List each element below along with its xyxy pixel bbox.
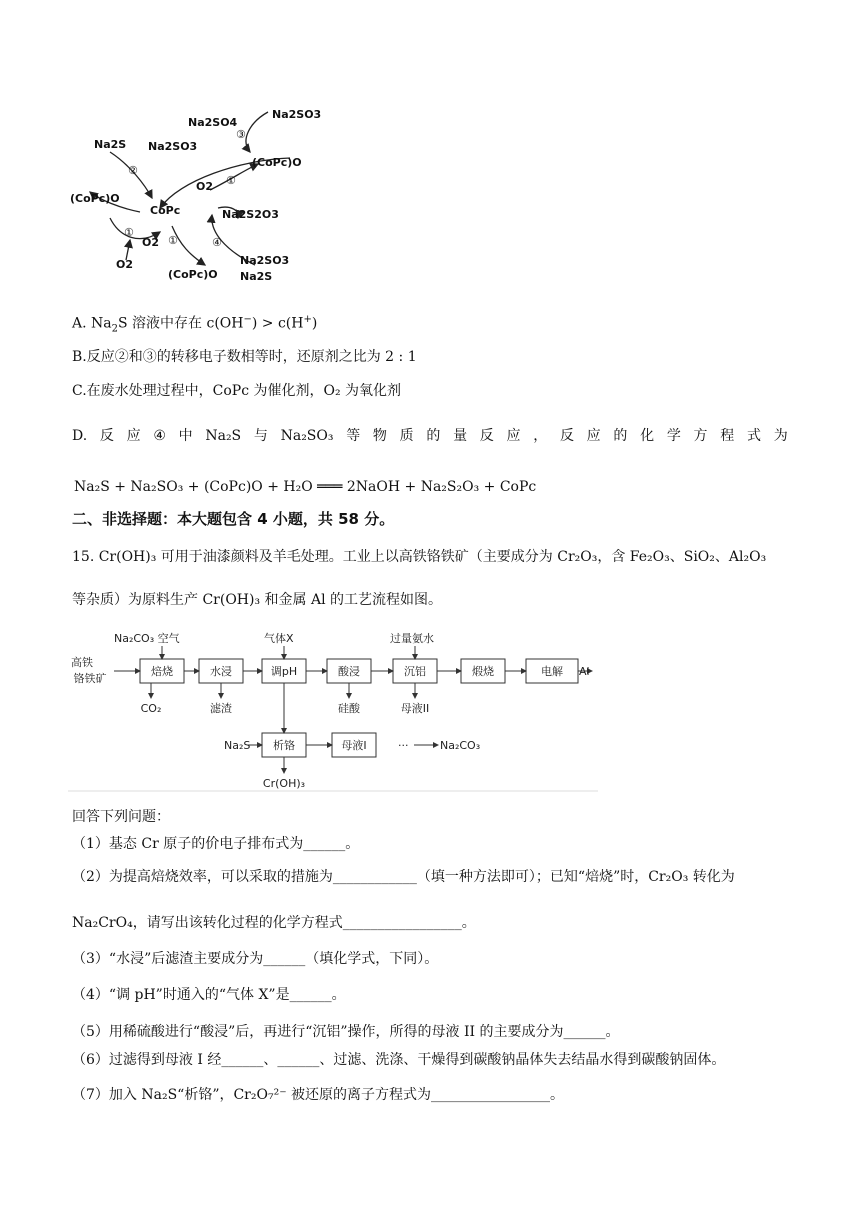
question-4: （4）“调 pH”时通入的“气体 X”是______。 bbox=[72, 987, 346, 1003]
flow-box-mother1: 母液I bbox=[341, 739, 367, 752]
flow-product: Al bbox=[579, 665, 590, 678]
label-na2so4: Na2SO4 bbox=[188, 116, 238, 129]
option-d-word: 反 bbox=[99, 428, 114, 444]
flow-box-label-5: 煅烧 bbox=[472, 665, 494, 678]
flow-box-label-0: 焙烧 bbox=[151, 665, 173, 678]
option-a-prefix: A. Na bbox=[72, 315, 112, 332]
flow-box-label-3: 酸浸 bbox=[338, 665, 360, 678]
option-b: B.反应②和③的转移电子数相等时，还原剂之比为 2 : 1 bbox=[72, 349, 417, 365]
arrow-o2-bottom-path bbox=[126, 240, 130, 260]
option-d-word: ， bbox=[533, 428, 548, 444]
step-1-mark-left: ① bbox=[124, 226, 134, 239]
questions-intro: 回答下列问题： bbox=[72, 809, 170, 825]
flow-box-label-6: 电解 bbox=[541, 665, 563, 678]
option-d-word: 为 bbox=[773, 428, 788, 444]
option-d-word: 反 bbox=[559, 428, 574, 444]
option-d-word: 应 bbox=[586, 428, 601, 444]
arrow-3-path bbox=[246, 112, 268, 152]
flow-out-silicic: 硅酸 bbox=[338, 702, 360, 715]
option-a-end: ) > c(H bbox=[251, 315, 304, 332]
option-c: C.在废水处理过程中，CoPc 为催化剂，O₂ 为氧化剂 bbox=[72, 383, 402, 399]
flow-croh3-out: Cr(OH)₃ bbox=[262, 777, 306, 790]
label-na2s-left: Na2S bbox=[94, 138, 127, 151]
label-na2so3-left: Na2SO3 bbox=[148, 140, 198, 153]
label-copco-left: (CoPc)O bbox=[70, 192, 120, 205]
flow-box-label-4: 沉铝 bbox=[404, 665, 426, 678]
option-a-close: ) bbox=[311, 315, 318, 332]
flow-box-label-1: 水浸 bbox=[210, 665, 232, 678]
flow-box-label-2: 调pH bbox=[270, 665, 298, 678]
option-d-word: 物 bbox=[372, 428, 387, 444]
flow-out-mother2: 母液II bbox=[400, 702, 430, 715]
flow-out-residue: 滤渣 bbox=[210, 702, 232, 715]
question-1: （1）基态 Cr 原子的价电子排布式为______。 bbox=[72, 836, 360, 852]
option-d-word: 质 bbox=[399, 428, 414, 444]
label-copc: CoPc bbox=[150, 204, 181, 217]
question-3: （3）“水浸”后滤渣主要成分为______（填化学式，下同）。 bbox=[72, 951, 439, 967]
label-copco-right: (CoPc)O bbox=[252, 156, 302, 169]
catalytic-cycle-diagram bbox=[60, 100, 340, 290]
process-flow-diagram bbox=[68, 628, 598, 793]
label-copco-bottom: (CoPc)O bbox=[168, 268, 218, 281]
option-d-word: 等 bbox=[346, 428, 361, 444]
label-na2so3-top: Na2SO3 bbox=[272, 108, 322, 121]
flow-na2co3-out: Na₂CO₃ bbox=[440, 739, 481, 752]
question-6: （6）过滤得到母液 I 经______、______、过滤、洗涤、干燥得到碳酸钠晶体失去结晶水得到碳酸钠固体。 bbox=[72, 1052, 726, 1068]
q15-stem-line1: 15. Cr(OH)₃ 可用于油漆颜料及羊毛处理。工业上以高铁铬铁矿（主要成分为 Cr₂O₃，含 Fe₂O₃、SiO₂、Al₂O₃ bbox=[72, 549, 767, 565]
question-5: （5）用稀硫酸进行“酸浸”后，再进行“沉铝”操作，所得的母液 II 的主要成分为______。 bbox=[72, 1024, 620, 1040]
step-1-mark-upper: ① bbox=[226, 174, 236, 187]
question-7: （7）加入 Na₂S“析铬”，Cr₂O₇²⁻ 被还原的离子方程式为_________________。 bbox=[72, 1087, 565, 1103]
flow-out-co2: CO₂ bbox=[140, 702, 162, 715]
step-4-mark: ④ bbox=[212, 236, 222, 249]
step-1-mark-lower: ① bbox=[168, 234, 178, 247]
label-na2s2o3: Na2S2O3 bbox=[222, 208, 279, 221]
label-o2-mid-right: O2 bbox=[196, 180, 214, 193]
option-d-word: ④ bbox=[153, 428, 166, 444]
step-3-mark: ③ bbox=[236, 128, 246, 141]
option-d-word: 中 bbox=[178, 428, 193, 444]
label-o2-bottom: O2 bbox=[116, 258, 134, 271]
option-d-word: 量 bbox=[453, 428, 468, 444]
option-d-word: 反 bbox=[479, 428, 494, 444]
question-2-line1: （2）为提高焙烧效率，可以采取的措施为____________（填一种方法即可）；已知“焙烧”时，Cr₂O₃ 转化为 bbox=[72, 869, 735, 885]
flow-inputs-1: Na₂CO₃ 空气 bbox=[114, 632, 180, 645]
flow-dots: ··· bbox=[398, 739, 409, 752]
option-d-word: 学 bbox=[666, 428, 681, 444]
flow-box-crystal: 析铬 bbox=[273, 739, 295, 752]
flow-raw-bottom: 铬铁矿 bbox=[73, 672, 107, 685]
flow-input-gas: 气体X bbox=[264, 632, 294, 645]
label-na2so3-bottom: Na2SO3 bbox=[240, 254, 290, 267]
option-d-word: 化 bbox=[640, 428, 655, 444]
option-d-word: 与 bbox=[253, 428, 268, 444]
flow-raw-top: 高铁 bbox=[71, 656, 93, 669]
option-d-word: 应 bbox=[126, 428, 141, 444]
step-2-mark: ② bbox=[128, 164, 138, 177]
option-a: A. $Na_2S$ 溶液中存在 c(OH−) > c(H+) bbox=[72, 314, 318, 335]
option-d-word: 的 bbox=[613, 428, 628, 444]
option-d-word: 式 bbox=[746, 428, 761, 444]
label-o2-lower: O2 bbox=[142, 236, 160, 249]
flow-input-ammonia: 过量氨水 bbox=[390, 632, 434, 645]
q15-stem-line2: 等杂质）为原料生产 Cr(OH)₃ 和金属 Al 的工艺流程如图。 bbox=[72, 592, 443, 608]
label-na2s-bottom: Na2S bbox=[240, 270, 273, 283]
option-d-word: 的 bbox=[426, 428, 441, 444]
option-a-mid: S 溶液中存在 c(OH bbox=[117, 315, 244, 332]
option-d-equation: Na₂S + Na₂SO₃ + (CoPc)O + H₂O ═══ 2NaOH + Na₂S₂O₃ + CoPc bbox=[74, 479, 537, 495]
option-d-word: Na₂SO₃ bbox=[280, 428, 334, 444]
flow-na2s-in: Na₂S bbox=[224, 739, 251, 752]
option-d-word: 方 bbox=[693, 428, 708, 444]
option-d-word: 程 bbox=[720, 428, 735, 444]
option-d-line bbox=[72, 426, 788, 446]
question-2-line2: Na₂CrO₄，请写出该转化过程的化学方程式_________________。 bbox=[72, 915, 476, 931]
section-heading: 二、非选择题：本大题包含 4 小题，共 58 分。 bbox=[72, 510, 395, 528]
option-d-word: Na₂S bbox=[205, 428, 242, 444]
option-d-word: D. bbox=[72, 428, 88, 444]
option-d-word: 应 bbox=[506, 428, 521, 444]
